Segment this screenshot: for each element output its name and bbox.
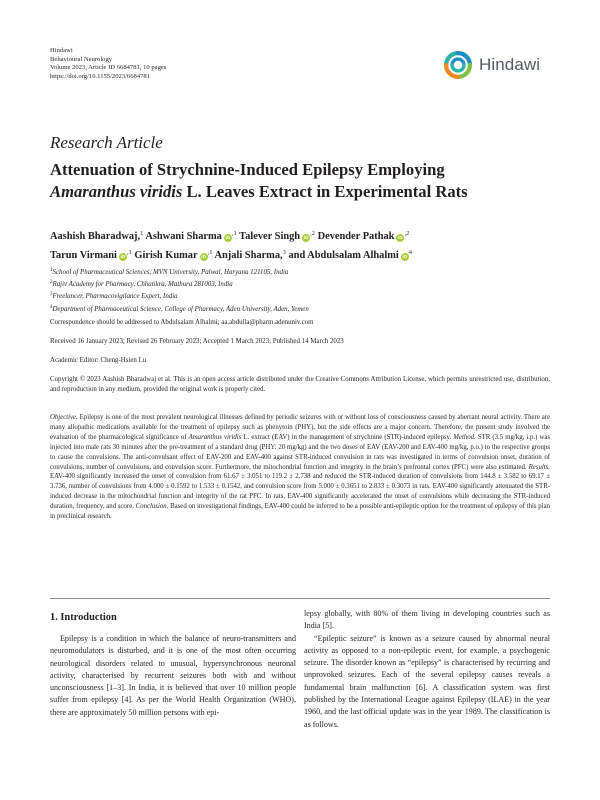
title-line-1: Attenuation of Strychnine-Induced Epilepsy Employing	[50, 160, 445, 179]
paragraph: Epilepsy is a condition in which the balance of neuro-transmitters and neuromodulators is disturbed, and it is one of the most often occurring neurological disorders related to unusual, hypersynchronous neuronal activity, characterised by recurrent seizures both with and without unconsciousness [1–3]. In India, it is believed that over 10 million people suffer from epilepsy [4]. As per the World Health Organization (WHO), there are approximately 50 million persons with epi-	[50, 634, 296, 717]
title-line-2	[50, 181, 550, 203]
abstract-method: STR (3.5 mg/kg, i.p.) was injected into male rats 30 minutes after the pre-treatment of a standard drug (PHY: 20 mg/kg) and the two doses of EAV (EAV-200 and EAV-400 mg/kg, p.o.) to the respective groups to cause the convulsions. The anti-convulsant effect of EAV-200 and EAV-400 against STR-induced convulsion in rats was investigated in terms of convulsion onset, duration of convulsions, number of convulsions, and convulsion score. Furthermore, the mitochondrial function and integrity in the brain’s prefrontal cortex (PFC) were also estimated.	[50, 433, 551, 471]
affiliation	[50, 290, 309, 302]
title-rest: L. Leaves Extract in Experimental Rats	[182, 182, 468, 201]
affiliation-number: 1	[50, 268, 53, 273]
affiliation-text: Department of Pharmaceutical Science, College of Pharmacy, Aden University, Aden, Yemen	[52, 305, 309, 313]
paragraph: lepsy globally, with 80% of them living in developing countries such as India [5].	[304, 609, 550, 631]
author-list	[50, 226, 412, 264]
abstract-objective-label: Objective.	[50, 414, 78, 421]
author-name[interactable]: Devender Pathak	[317, 231, 395, 242]
author-name[interactable]: Aashish Bharadwaj,	[50, 231, 141, 242]
author-affil-ref: ,1	[207, 249, 213, 256]
author-name[interactable]: Girish Kumar	[134, 250, 198, 261]
article-title	[50, 159, 550, 203]
section-heading: 1. Introduction	[50, 612, 117, 623]
doi-link[interactable]: https://doi.org/10.1155/2023/6684781	[50, 72, 151, 80]
publication-dates: Received 16 January 2023; Revised 26 February 2023; Accepted 1 March 2023; Published 14 March 2023	[50, 338, 344, 345]
affiliation	[50, 266, 309, 278]
abstract-objective-cont: L. extract (EAV) in the management of strychnine (STR)-induced epilepsy.	[241, 433, 454, 441]
author-name[interactable]: and Abdulsalam Alhalmi	[288, 250, 399, 261]
logo-text: Hindawi	[479, 55, 541, 74]
author-name[interactable]: Ashwani Sharma	[145, 231, 222, 242]
affiliation	[50, 278, 309, 290]
journal-name: Behavioural Neurology	[50, 55, 113, 63]
orcid-icon[interactable]: iD	[402, 254, 408, 259]
paragraph: “Epileptic seizure” is known as a seizure caused by abnormal neural activity as opposed to a non-epileptic event, for example, a psychogenic seizure. The disorder known as “epilepsy” is characterised by recurring and unprovoked seizures. Each of the several epilepsy causes reveals a fundamental brain malfunction [6]. A classification system was first published by the International League against Epilepsy (ILAE) in the year 1960, and the last official update was in the year 1989. The classification is as follows.	[304, 633, 550, 729]
abstract-species: Amaranthus viridis	[188, 433, 242, 441]
orcid-icon[interactable]: iD	[398, 235, 403, 240]
author-affil-ref: 1	[140, 230, 144, 237]
author-affil-ref: ,1	[231, 230, 237, 237]
author-line-2	[50, 245, 412, 264]
orcid-icon[interactable]: iD	[303, 235, 309, 240]
affiliation-number: 3	[50, 292, 53, 298]
author-name[interactable]: Anjali Sharma,	[214, 250, 283, 261]
body-column-right	[304, 608, 550, 731]
hindawi-logo[interactable]	[441, 47, 553, 83]
correspondence: Correspondence should be addressed to Abdulsalam Alhalmi; aa.abdulla@pharm.adenuniv.com	[50, 319, 314, 326]
affiliation-number: 4	[50, 304, 53, 310]
affiliation-text: Freelancer, Pharmacovigilance Expert, India	[52, 293, 178, 301]
abstract-results-label: Results.	[528, 463, 550, 471]
affiliation-text: School of Pharmaceutical Sciences, MVN University, Palwal, Haryana 121105, India	[52, 269, 289, 276]
body-column-left	[50, 633, 296, 719]
author-affil-ref: 3	[282, 249, 286, 256]
orcid-icon[interactable]: iD	[201, 254, 206, 259]
section-divider	[50, 598, 550, 599]
author-name[interactable]: Tarun Virmani	[50, 250, 117, 261]
affiliations	[50, 266, 309, 315]
volume-info: Volume 2023, Article ID 6684781, 10 pages	[50, 64, 167, 72]
affiliation-text: Rajiv Academy for Pharmacy, Chhatikra, Mathura 281003, India	[52, 281, 233, 289]
abstract-method-label: Method.	[453, 433, 476, 441]
publisher-name: Hindawi	[50, 47, 73, 54]
abstract-conclusion-label: Conclusion.	[135, 503, 169, 511]
abstract-results: EAV-400 significantly increased the onset of convulsion from 61.67 ± 3.051 to 119.2 ± 2.738 and reduced the STR-induced duration of convulsions from 144.8 ± 3.582 to 69.17 ± 3.736, number of convulsions from 4.000 ± 0.1592 to 1.533 ± 0.1542, and convulsion score from 5.000 ± 0.3651 to 2.833 ± 0.3073 in rats. EAV-400 significantly attenuated the STR-induced decrease in the mitochondrial function and integrity of the rat PFC. In rats, EAV-400 significantly accelerated the onset of convulsions while decreasing the STR-induced duration, frequency, and score.	[50, 473, 550, 511]
author-affil-ref: 4	[408, 249, 413, 256]
orcid-icon[interactable]: iD	[120, 254, 126, 259]
academic-editor: Academic Editor: Cheng-Hsien Lu	[50, 357, 147, 364]
copyright-notice: Copyright © 2023 Aashish Bharadwaj et al. This is an open access article distributed under the Creative Commons Attribution License, which permits unrestricted use, distribution, and reproduction in any medium, provided the original work is properly cited.	[50, 376, 550, 393]
author-affil-ref: ,2	[404, 230, 410, 237]
author-line-1	[50, 226, 412, 245]
abstract-objective: Epilepsy is one of the most prevalent neurological illnesses defined by periodic seizures with or without loss of consciousness caused by aberrant neural activity. There are many allopathic medications available for the treatment of epilepsy such as phenytoin (PHY), but the side effects are a major concern. Therefore, the present study involved the evaluation of the pharmacological significance of	[50, 414, 550, 441]
title-species: Amaranthus viridis	[50, 182, 183, 201]
affiliation-number: 2	[50, 280, 53, 286]
affiliation	[50, 303, 309, 315]
author-affil-ref: ,1	[126, 249, 132, 256]
article-type: Research Article	[50, 133, 163, 152]
author-affil-ref: ,2	[310, 230, 315, 237]
author-name[interactable]: Talever Singh	[239, 231, 301, 242]
orcid-icon[interactable]: iD	[225, 235, 231, 240]
abstract-conclusion: Based on investigational findings, EAV-400 could be inferred to be a possible anti-epileptic option for the treatment of epilepsy of this plan in preclinical research.	[50, 503, 550, 521]
hindawi-logo-icon	[441, 48, 475, 82]
abstract	[50, 413, 550, 522]
journal-meta	[50, 47, 166, 81]
